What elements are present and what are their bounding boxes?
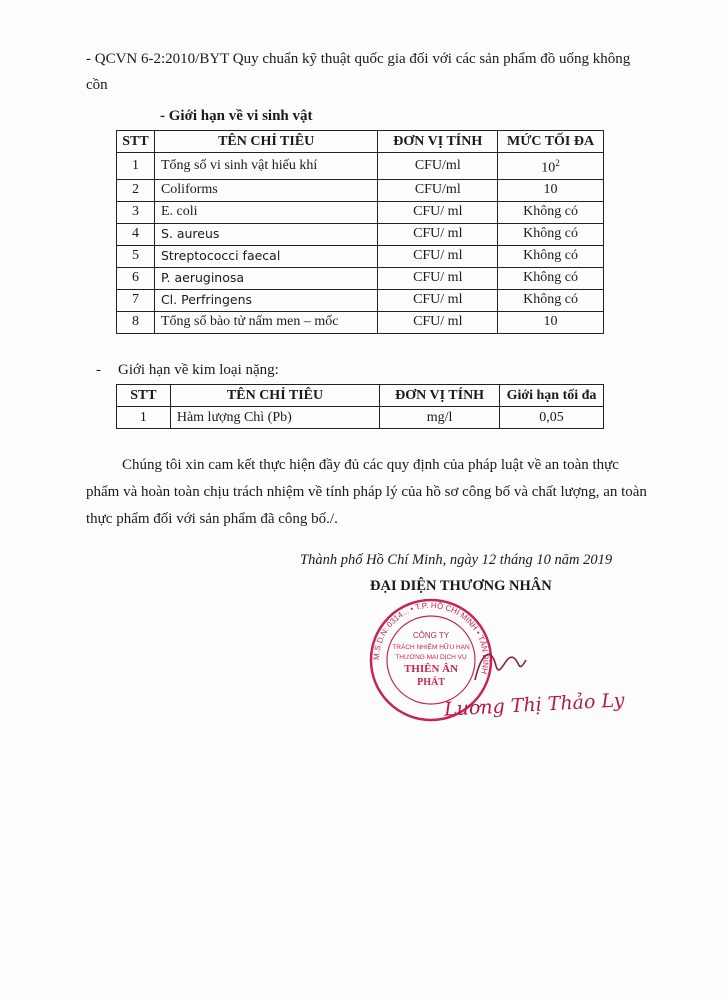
signature-scribble: [470, 640, 530, 690]
row-max: 0,05: [500, 407, 604, 429]
metal-table: [116, 384, 604, 429]
row-unit: mg/l: [380, 407, 500, 429]
row-unit: CFU/ ml: [378, 289, 498, 311]
row-max: Không có: [498, 223, 604, 245]
regulation-reference: - QCVN 6-2:2010/BYT Quy chuẩn kỹ thuật quốc gia đối với các sản phẩm đồ uống không cồn: [86, 51, 631, 93]
representative-title: ĐẠI DIỆN THƯƠNG NHÂN: [370, 578, 552, 594]
row-name: S. aureus: [154, 223, 377, 245]
metal-section-title: Giới hạn về kim loại nặng:: [118, 362, 279, 378]
row-stt: 7: [117, 289, 155, 311]
row-max: Không có: [498, 267, 604, 289]
row-stt: 4: [117, 223, 155, 245]
table-row: [117, 179, 604, 201]
header-stt: STT: [117, 131, 155, 153]
row-name: Hàm lượng Chì (Pb): [170, 407, 379, 429]
row-unit: CFU/ ml: [378, 267, 498, 289]
row-stt: 1: [117, 153, 155, 180]
row-max-base: 10: [541, 160, 556, 176]
row-name: P. aeruginosa: [154, 267, 377, 289]
row-unit: CFU/ ml: [378, 311, 498, 333]
stamp-line: THIÊN ÂN: [403, 663, 459, 675]
table-row: [117, 311, 604, 333]
table-row: [117, 223, 604, 245]
table-row: [117, 289, 604, 311]
row-max: Không có: [498, 245, 604, 267]
metal-section-dash: -: [96, 362, 101, 378]
row-stt: 3: [117, 201, 155, 223]
row-max-exponent: 2: [555, 158, 560, 168]
table-row: [117, 153, 604, 180]
row-unit: CFU/ml: [378, 153, 498, 180]
header-unit: ĐƠN VỊ TÍNH: [380, 385, 500, 407]
row-unit: CFU/ ml: [378, 201, 498, 223]
row-max: [498, 153, 604, 180]
header-max: MỨC TỐI ĐA: [498, 131, 604, 153]
header-unit: ĐƠN VỊ TÍNH: [378, 131, 498, 153]
row-name: Tổng số bào tử nấm men – mốc: [154, 311, 377, 333]
row-stt: 5: [117, 245, 155, 267]
header-stt: STT: [117, 385, 171, 407]
commitment-paragraph: Chúng tôi xin cam kết thực hiện đầy đủ các quy định của pháp luật về an toàn thực phẩm và hoàn toàn chịu trách nhiệm về tính pháp lý của hồ sơ công bố và chất lượng, an toàn thực phẩm đối với sản phẩm đã công bố./.: [86, 457, 647, 527]
row-name: Coliforms: [154, 179, 377, 201]
signer-name: Lương Thị Thảo Ly: [443, 689, 625, 721]
row-name: Cl. Perfringens: [154, 289, 377, 311]
row-name: E. coli: [154, 201, 377, 223]
stamp-line: THƯƠNG MẠI DỊCH VỤ: [395, 654, 467, 661]
row-max: Không có: [498, 201, 604, 223]
header-name: TÊN CHỈ TIÊU: [170, 385, 379, 407]
row-stt: 1: [117, 407, 171, 429]
row-stt: 2: [117, 179, 155, 201]
row-max: 10: [498, 179, 604, 201]
table-row: [117, 245, 604, 267]
table-row: [117, 201, 604, 223]
row-unit: CFU/ ml: [378, 245, 498, 267]
metal-table-header: [117, 385, 604, 407]
row-name: Tổng số vi sinh vật hiếu khí: [154, 153, 377, 180]
row-stt: 6: [117, 267, 155, 289]
row-max: 10: [498, 311, 604, 333]
table-row: [117, 407, 604, 429]
stamp-line: TRÁCH NHIỆM HỮU HẠN: [392, 644, 470, 651]
table-row: [117, 267, 604, 289]
header-max: Giới hạn tối đa: [500, 385, 604, 407]
place-date: Thành phố Hồ Chí Minh, ngày 12 tháng 10 năm 2019: [300, 552, 613, 568]
row-max: Không có: [498, 289, 604, 311]
row-unit: CFU/ml: [378, 179, 498, 201]
stamp-line: CÔNG TY: [412, 631, 450, 640]
micro-section-title: - Giới hạn về vi sinh vật: [160, 108, 313, 124]
stamp-ring-text: M.S.D.N: 0314... • T.P. HỒ CHÍ MINH • TÂN BÌNH: [371, 600, 491, 675]
row-name: Streptococci faecal: [154, 245, 377, 267]
micro-table-header: [117, 131, 604, 153]
micro-table: [116, 130, 604, 334]
header-name: TÊN CHỈ TIÊU: [154, 131, 377, 153]
row-unit: CFU/ ml: [378, 223, 498, 245]
row-stt: 8: [117, 311, 155, 333]
stamp-line: PHÁT: [417, 677, 445, 688]
